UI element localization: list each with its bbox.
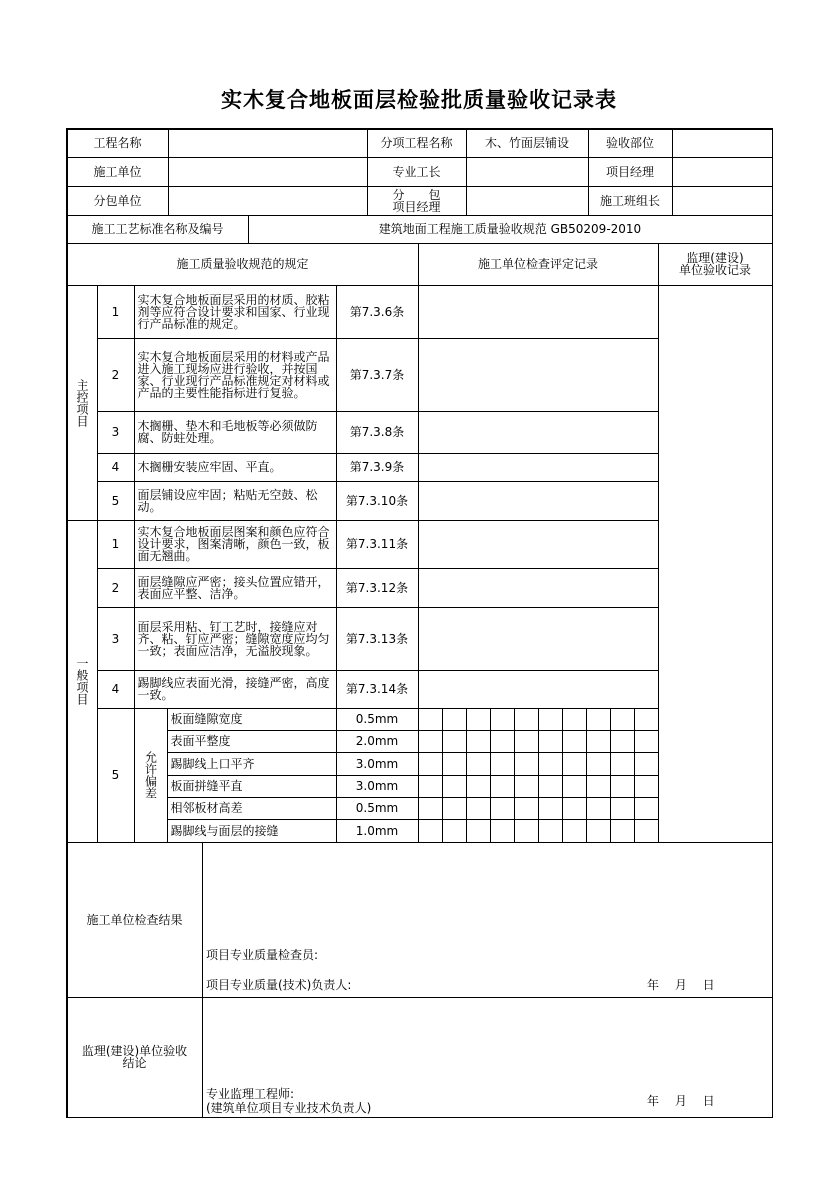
sub-project-label-text: 分项工程名称 xyxy=(380,136,453,150)
standard-label-text: 施工工艺标准名称及编号 xyxy=(91,222,224,236)
measurement-cell[interactable] xyxy=(514,819,539,843)
item-requirement-text: 面层采用粘、钉工艺时，接缝应对齐、粘、钉应严密；缝隙宽度应均匀一致；表面应洁净，无溢胶现象。 xyxy=(137,619,330,658)
measurement-cell[interactable] xyxy=(514,797,539,820)
measurement-cell[interactable] xyxy=(538,730,563,753)
conclusion-label-text: 监理(建设)单位验收 结论 xyxy=(81,1044,188,1070)
main-control-label-text: 主控项目 xyxy=(75,378,89,427)
measurement-cell[interactable] xyxy=(610,797,635,820)
deviation-value-text: 0.5mm xyxy=(355,801,399,815)
item-requirement xyxy=(134,411,337,454)
measurement-cell[interactable] xyxy=(490,797,515,820)
deviation-item-text: 踢脚线与面层的接缝 xyxy=(170,823,279,838)
owner-rep-label: (建筑单位项目专业技术负责人) xyxy=(206,1101,372,1115)
deviation-item-text: 板面拼缝平直 xyxy=(170,779,243,793)
sub-project-field-text: 木、竹面层铺设 xyxy=(484,136,569,150)
deviation-item xyxy=(167,819,337,843)
measurement-cell[interactable] xyxy=(634,708,659,731)
deviation-value-text: 0.5mm xyxy=(355,712,399,726)
measurement-cell[interactable] xyxy=(466,797,491,820)
check-record-field[interactable] xyxy=(418,568,659,608)
item-number xyxy=(97,338,135,412)
check-record-field[interactable] xyxy=(418,453,659,482)
column-header-supervision-text: 监理(建设) 单位验收记录 xyxy=(678,251,751,277)
item-requirement xyxy=(134,670,337,709)
item-clause-text: 第7.3.7条 xyxy=(349,367,405,382)
measurement-cell[interactable] xyxy=(586,797,611,820)
item-number-text: 2 xyxy=(111,367,120,382)
item-number xyxy=(97,520,135,569)
measurement-cell[interactable] xyxy=(418,730,443,753)
measurement-cell[interactable] xyxy=(418,797,443,820)
item-number xyxy=(97,670,135,709)
deviation-item xyxy=(167,775,337,798)
measurement-cell[interactable] xyxy=(418,708,443,731)
item-clause xyxy=(336,670,419,709)
subcontractor-label xyxy=(67,186,169,216)
item-requirement xyxy=(134,568,337,608)
foreman-field[interactable] xyxy=(466,157,589,187)
measurement-cell[interactable] xyxy=(442,775,467,798)
item-requirement xyxy=(134,285,337,339)
deviation-item xyxy=(167,730,337,753)
measurement-cell[interactable] xyxy=(490,752,515,776)
conclusion-label xyxy=(67,997,203,1118)
sub-project-label xyxy=(367,129,467,158)
measurement-cell[interactable] xyxy=(538,752,563,776)
item-requirement-text: 木搁栅、垫木和毛地板等必须做防腐、防蛀处理。 xyxy=(137,419,318,445)
deviation-value xyxy=(336,797,419,820)
check-record-field[interactable] xyxy=(418,285,659,339)
deviation-value xyxy=(336,708,419,731)
measurement-cell[interactable] xyxy=(538,797,563,820)
deviation-value-text: 1.0mm xyxy=(355,823,399,838)
deviation-value-text: 2.0mm xyxy=(355,734,399,748)
check-record-field[interactable] xyxy=(418,607,659,671)
column-header-check xyxy=(418,243,659,286)
deviation-item xyxy=(167,708,337,731)
project-manager-label-text: 项目经理 xyxy=(605,164,654,179)
measurement-cell[interactable] xyxy=(610,752,635,776)
result-date: 年 月 日 xyxy=(647,978,715,992)
project-name-field[interactable] xyxy=(168,129,368,158)
check-record-field[interactable] xyxy=(418,670,659,709)
item-number xyxy=(97,607,135,671)
item-number-text: 3 xyxy=(111,425,120,439)
deviation-value xyxy=(336,730,419,753)
check-record-field[interactable] xyxy=(418,411,659,454)
team-leader-field[interactable] xyxy=(672,186,773,216)
project-name-label xyxy=(67,129,169,158)
deviation-item-text: 表面平整度 xyxy=(170,734,231,748)
column-header-spec xyxy=(67,243,419,286)
general-items-label xyxy=(67,520,98,843)
project-manager-field[interactable] xyxy=(672,157,773,187)
item-clause xyxy=(336,520,419,569)
deviation-item xyxy=(167,752,337,776)
foreman-label xyxy=(367,157,467,187)
item-clause xyxy=(336,453,419,482)
item-requirement xyxy=(134,481,337,521)
page-title: 实木复合地板面层检验批质量验收记录表 xyxy=(221,88,617,112)
measurement-cell[interactable] xyxy=(514,752,539,776)
deviation-value xyxy=(336,775,419,798)
item-number xyxy=(97,568,135,608)
standard-label xyxy=(67,215,249,244)
result-label-text: 施工单位检查结果 xyxy=(86,912,183,927)
deviation-item-text: 相邻板材高差 xyxy=(170,801,243,815)
item-number-text: 1 xyxy=(111,537,120,551)
project-manager-label xyxy=(588,157,673,187)
measurement-cell[interactable] xyxy=(634,797,659,820)
item-requirement xyxy=(134,453,337,482)
subcontractor-label-text: 分包单位 xyxy=(93,193,142,208)
measurement-cell[interactable] xyxy=(490,775,515,798)
item-clause-text: 第7.3.12条 xyxy=(345,580,409,595)
item-requirement-text: 面层缝隙应严密；接头位置应错开，表面应平整、洁净。 xyxy=(137,574,330,601)
inspector-label: 项目专业质量检查员: xyxy=(206,948,319,962)
item-clause-text: 第7.3.9条 xyxy=(349,460,405,474)
deviation-value-text: 3.0mm xyxy=(355,756,399,771)
measurement-cell[interactable] xyxy=(538,819,563,843)
item-clause-text: 第7.3.14条 xyxy=(345,682,409,696)
item-clause xyxy=(336,285,419,339)
project-name-label-text: 工程名称 xyxy=(93,136,142,150)
deviation-value xyxy=(336,752,419,776)
check-record-field[interactable] xyxy=(418,520,659,569)
item-clause xyxy=(336,607,419,671)
deviation-item-text: 踢脚线上口平齐 xyxy=(170,756,255,771)
measurement-cell[interactable] xyxy=(442,797,467,820)
deviation-item xyxy=(167,797,337,820)
measurement-cell[interactable] xyxy=(466,775,491,798)
standard-field[interactable] xyxy=(248,215,773,244)
standard-field-text: 建筑地面工程施工质量验收规范 GB50209-2010 xyxy=(378,222,642,236)
measurement-cell[interactable] xyxy=(562,708,587,731)
construction-unit-field[interactable] xyxy=(168,157,368,187)
conclusion-date: 年 月 日 xyxy=(647,1094,715,1108)
supervision-record-field[interactable] xyxy=(658,285,773,843)
measurement-cell[interactable] xyxy=(514,708,539,731)
deviation-label-text: 允许偏差 xyxy=(143,751,158,799)
item-clause-text: 第7.3.10条 xyxy=(345,493,409,508)
measurement-cell[interactable] xyxy=(490,708,515,731)
item-requirement-text: 实木复合地板面层采用的材料或产品进入施工现场应进行验收，并按国家、行业现行产品标准规定对材料或产品的主要性能指标进行复验。 xyxy=(137,349,330,400)
measurement-cell[interactable] xyxy=(466,730,491,753)
acceptance-part-label-text: 验收部位 xyxy=(605,136,654,150)
team-leader-label xyxy=(588,186,673,216)
item-number-text: 1 xyxy=(111,304,120,319)
column-header-spec-text: 施工质量验收规范的规定 xyxy=(176,257,309,271)
item-clause xyxy=(336,411,419,454)
measurement-cell[interactable] xyxy=(586,730,611,753)
measurement-cell[interactable] xyxy=(562,730,587,753)
measurement-cell[interactable] xyxy=(610,775,635,798)
item-clause-text: 第7.3.13条 xyxy=(345,631,409,646)
item-requirement xyxy=(134,607,337,671)
measurement-cell[interactable] xyxy=(466,752,491,776)
item-clause xyxy=(336,338,419,412)
sub-project-field[interactable] xyxy=(466,129,589,158)
measurement-cell[interactable] xyxy=(586,708,611,731)
measurement-cell[interactable] xyxy=(562,752,587,776)
measurement-cell[interactable] xyxy=(634,819,659,843)
measurement-cell[interactable] xyxy=(634,752,659,776)
column-header-check-text: 施工单位检查评定记录 xyxy=(477,257,598,271)
main-control-label xyxy=(67,285,98,521)
check-record-field[interactable] xyxy=(418,481,659,521)
sub-manager-label-text: 分 包 项目经理 xyxy=(392,187,441,214)
measurement-cell[interactable] xyxy=(538,708,563,731)
item-requirement-text: 木搁栅安装应牢固、平直。 xyxy=(137,460,282,474)
item-number-text: 2 xyxy=(111,580,120,595)
item-number-text: 3 xyxy=(111,631,120,646)
foreman-label-text: 专业工长 xyxy=(392,164,441,179)
item-requirement xyxy=(134,520,337,569)
item-number xyxy=(97,285,135,339)
item-requirement xyxy=(134,338,337,412)
deviation-label xyxy=(134,708,168,843)
responsible-label: 项目专业质量(技术)负责人: xyxy=(206,978,352,992)
measurement-cell[interactable] xyxy=(418,752,443,776)
item-number xyxy=(97,481,135,521)
measurement-cell[interactable] xyxy=(538,775,563,798)
engineer-label: 专业监理工程师: xyxy=(206,1087,295,1101)
measurement-cell[interactable] xyxy=(610,708,635,731)
deviation-value xyxy=(336,819,419,843)
measurement-cell[interactable] xyxy=(562,775,587,798)
construction-unit-label-text: 施工单位 xyxy=(93,164,142,179)
item-requirement-text: 面层铺设应牢固；粘贴无空鼓、松动。 xyxy=(137,487,318,514)
measurement-cell[interactable] xyxy=(442,819,467,843)
item-clause-text: 第7.3.11条 xyxy=(345,537,409,551)
item-number-text: 5 xyxy=(111,768,120,782)
column-header-supervision xyxy=(658,243,773,286)
item-requirement-text: 踢脚线应表面光滑，接缝严密，高度一致。 xyxy=(137,676,330,702)
item-clause xyxy=(336,568,419,608)
item-clause-text: 第7.3.8条 xyxy=(349,425,405,439)
item-requirement-text: 实木复合地板面层采用的材质、胶粘剂等应符合设计要求和国家、行业现行产品标准的规定。 xyxy=(137,292,330,331)
item-requirement-text: 实木复合地板面层图案和颜色应符合设计要求，图案清晰，颜色一致，板面无翘曲。 xyxy=(137,525,330,563)
item-number-text: 4 xyxy=(111,460,120,474)
measurement-cell[interactable] xyxy=(586,752,611,776)
measurement-cell[interactable] xyxy=(634,730,659,753)
measurement-cell[interactable] xyxy=(562,819,587,843)
measurement-cell[interactable] xyxy=(634,775,659,798)
measurement-cell[interactable] xyxy=(466,819,491,843)
item-number-text: 4 xyxy=(111,682,120,696)
measurement-cell[interactable] xyxy=(418,819,443,843)
check-record-field[interactable] xyxy=(418,338,659,412)
measurement-cell[interactable] xyxy=(418,775,443,798)
item-number-text: 5 xyxy=(111,493,120,508)
acceptance-part-field[interactable] xyxy=(672,129,773,158)
item-number xyxy=(97,411,135,454)
item-number xyxy=(97,453,135,482)
measurement-cell[interactable] xyxy=(490,730,515,753)
measurement-cell[interactable] xyxy=(466,708,491,731)
item-clause xyxy=(336,481,419,521)
measurement-cell[interactable] xyxy=(514,730,539,753)
measurement-cell[interactable] xyxy=(442,730,467,753)
item-number xyxy=(97,708,135,843)
team-leader-label-text: 施工班组长 xyxy=(599,193,660,208)
deviation-item-text: 板面缝隙宽度 xyxy=(170,712,243,726)
construction-unit-label xyxy=(67,157,169,187)
measurement-cell[interactable] xyxy=(586,775,611,798)
sub-manager-label xyxy=(367,186,467,216)
measurement-cell[interactable] xyxy=(490,819,515,843)
result-field[interactable] xyxy=(202,842,773,998)
measurement-cell[interactable] xyxy=(514,775,539,798)
deviation-value-text: 3.0mm xyxy=(355,779,399,793)
measurement-cell[interactable] xyxy=(442,752,467,776)
result-label xyxy=(67,842,203,998)
measurement-cell[interactable] xyxy=(586,819,611,843)
subcontractor-field[interactable] xyxy=(168,186,368,216)
measurement-cell[interactable] xyxy=(610,730,635,753)
measurement-cell[interactable] xyxy=(442,708,467,731)
general-items-label-text: 一般项目 xyxy=(75,657,89,705)
item-clause-text: 第7.3.6条 xyxy=(349,304,405,319)
acceptance-part-label xyxy=(588,129,673,158)
measurement-cell[interactable] xyxy=(610,819,635,843)
sub-manager-field[interactable] xyxy=(466,186,589,216)
measurement-cell[interactable] xyxy=(562,797,587,820)
